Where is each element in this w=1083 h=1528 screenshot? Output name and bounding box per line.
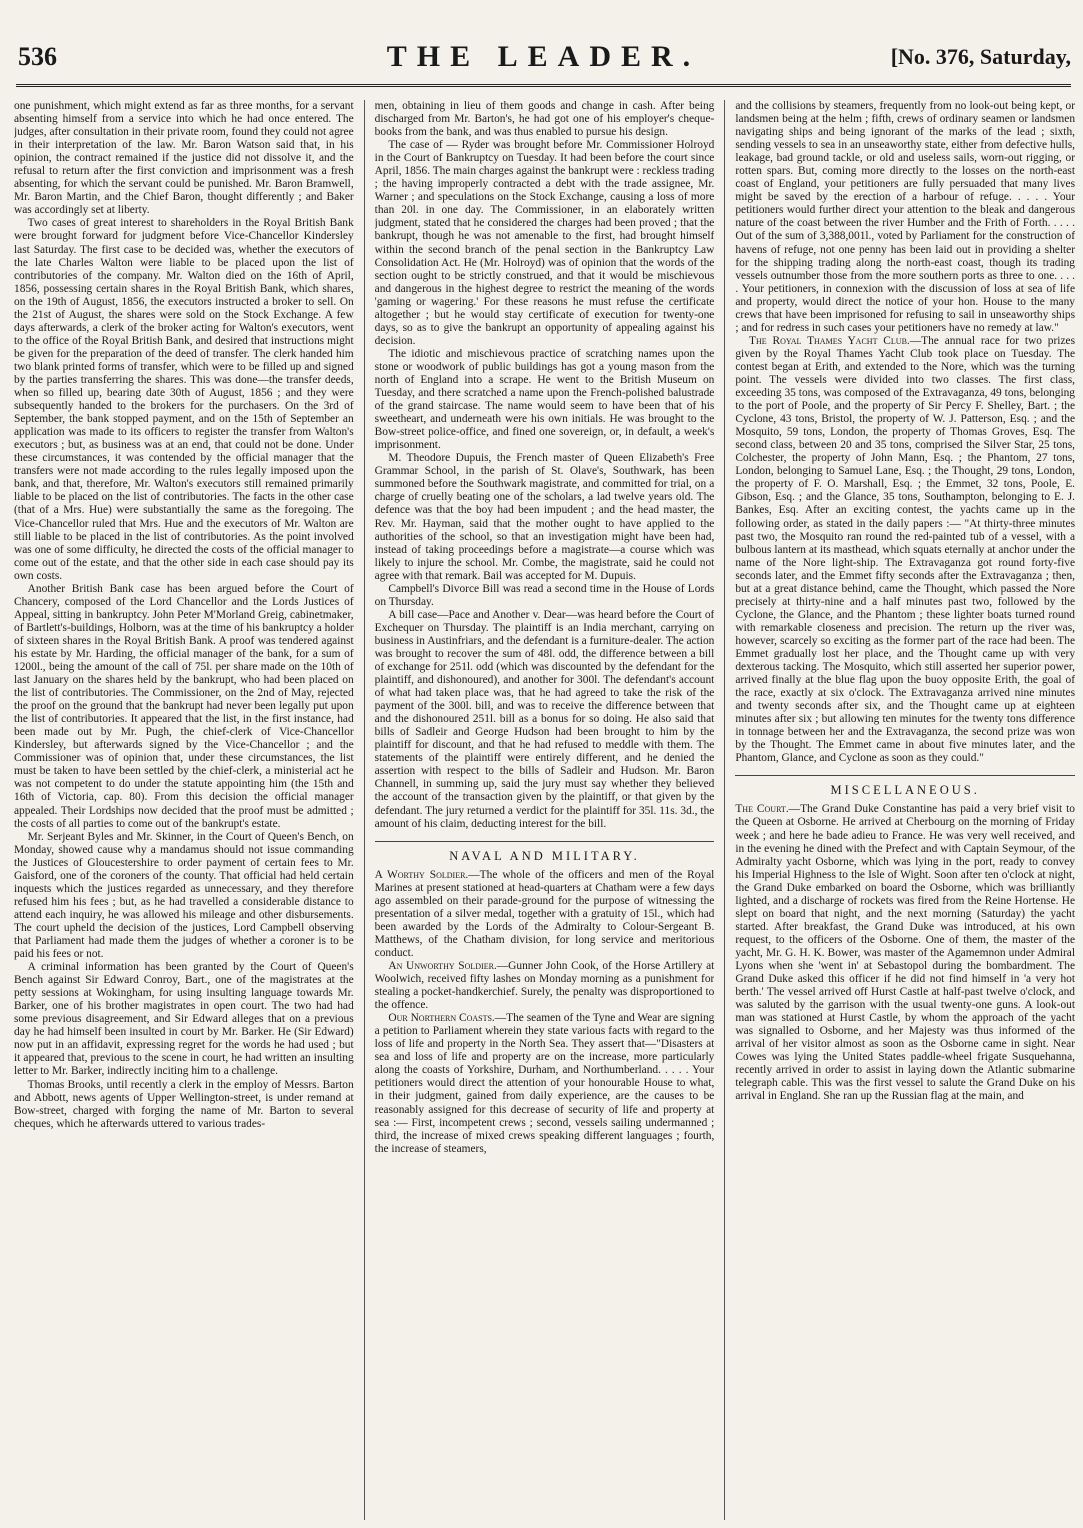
column-3 <box>735 100 1075 1520</box>
paragraph: M. Theodore Dupuis, the French master of Queen Elizabeth's Free Grammar School, in the parish of St. Olave's, Southwark, has been summoned before the Southwark magistrate, and committed for trial, on a charge of cruelly beating one of the scholars, a lad twelve years old. The defence was that the boy had been impudent ; and the head master, the Rev. Mr. Hayman, said that the mother ought to have applied to the authorities of the school, so that an investigation might have been had, instead of taking proceedings before a magistrate—a course which was likely to injure the school. Mr. Combe, the magistrate, said he could not agree with that remark. Bail was accepted for M. Dupuis. <box>374 452 715 582</box>
section-heading-naval: NAVAL AND MILITARY. <box>375 841 715 863</box>
paragraph: Two cases of great interest to shareholders in the Royal British Bank were brought forward for judgment before Vice-Chancellor Kindersley last Saturday. The first case to be decided was, whether the executors of the late Charles Walton were liable to be placed upon the list of contributories of the company. Mr. Walton died on the 16th of April, 1856, possessing certain shares in the Royal British Bank, which shares, on the 19th of August, 1856, the executors instructed a broker to sell. On the 21st of August, the shares were sold on the Stock Exchange. A few days afterwards, a clerk of the broker acting for Walton's executors, went to the office of the Royal British Bank, and desired that instructions might be given for the preparation of the deed of transfer. The clerk handed him two blank printed forms of transfer, which were to be filled up and signed by the parties transferring the shares. This was done—the transfer deeds, when so filled up, bearing date 30th of August, 1856 ; and they were subsequently handed to the brokers for the purchasers. On the 3rd of September, the bank stopped payment, and on the 15th of September an application was made to its officers to register the transfer from Walton's executors ; but, as business was at an end, that could not be done. Under these circumstances, it was contended by the official manager that the transfers were not made according to the rules legally imposed upon the bank, and that, therefore, Mr. Walton's executors still remained primarily liable to be placed on the list of contributories. The facts in the other case (that of a Mrs. Hue) were substantially the same as the foregoing. The Vice-Chancellor ruled that Mrs. Hue and the executors of Mr. Walton are still liable to be placed in the list of contributories. As the point involved was one of some difficulty, he directed the costs of the official manager to come out of the estate, and that the other side in each case should pay its own costs. <box>14 217 354 582</box>
paragraph-lead: The Court. <box>735 803 789 816</box>
paragraph: The case of — Ryder was brought before Mr. Commissioner Holroyd in the Court of Bankruptcy on Tuesday. It had been before the court since April, 1856. The main charges against the bankrupt were : reckless trading ; the having improperly contracted a debt with the trade assignee, Mr. Warner ; and speculations on the Stock Exchange, causing a loss of more than 20l. in one day. The Commissioner, in an elaborately written judgment, stated that he considered the charges had been proved ; that the bankrupt, though he was not amenable to the first, had brought himself within the second branch of the penal section in the Bankruptcy Law Consolidation Act. He (Mr. Holroyd) was of opinion that the words of the section ought to be strictly construed, and that it would be mischievous and dangerous in the highest degree to restrict the meaning of the words 'gaming or wagering.' For these reasons he must refuse the certificate altogether ; but he would stay certificate of execution for twenty-one days, so as to give the bankrupt an opportunity of appealing against his decision. <box>374 139 715 347</box>
paragraph <box>375 960 715 1012</box>
paragraph: A bill case—Pace and Another v. Dear—was heard before the Court of Exchequer on Thursday. The plaintiff is an India merchant, carrying on business in Austinfriars, and the defendant is a furniture-dealer. The action was brought to recover the sum of 48l. odd, the difference between a bill of exchange for 251l. odd (which was discounted by the defendant for the plaintiff, and dishonoured), and another for 300l. The defendant's account of what had taken place was, that he had agreed to take the risk of the payment of the 300l. bill, and was to receive the difference between that and the dishonoured 251l. bill as a bonus for so doing. He also said that bills of Sadleir and George Hudson had been brought to him by the plaintiff for discount, and that he had refused to meddle with them. The statements of the plaintiff were entirely different, and he denied the assertion with respect to the bills of Sadleir and Hudson. Mr. Baron Channell, in summing up, said the jury must say whether they believed the account of the transaction given by the plaintiff, or that given by the defendant. The jury returned a verdict for the plaintiff for 35l. 11s. 3d., the amount of his claim, deducting interest for the bill. <box>374 608 715 830</box>
paragraph: A criminal information has been granted by the Court of Queen's Bench against Sir Edward Conroy, Bart., one of the magistrates at the petty sessions at Wokingham, for using insulting language towards Mr. Barker, one of his brother magistrates in open court. The two had had some previous disagreement, and Sir Edward alleges that on a previous day he had himself been insulted in court by Mr. Barker. He (Sir Edward) now put in an affidavit, expressing regret for the words he had used ; but it appeared that, previous to the scene in court, he had written an insulting letter to Mr. Barker, indirectly inciting him to a challenge. <box>14 961 354 1078</box>
paragraph <box>375 869 715 960</box>
paragraph-body: —The Grand Duke Constantine has paid a very brief visit to the Queen at Osborne. He arrived at Cherbourg on the morning of Friday week ; and here he bade adieu to France. He was very well received, and in the evening he dined with the Prefect and with Captain Seymour, of the Admiralty yacht Osborne, which was lying in the port, ready to convey his Imperial Highness to the Isle of Wight. Soon after ten o'clock at night, the Grand Duke embarked on board the Osborne, which was brilliantly lighted, and a discharge of rockets was fired from the Reine Hortense. He slept on board that night, and the next morning (Saturday) the yacht started. After breakfast, the Grand Duke was introduced, at his own request, to the officers of the Osborne. One of them, the master of the yacht, Mr. G. H. K. Bower, was master of the Agamemnon under Admiral Lyons when she 'went in' at Sebastopol during the bombardment. The Grand Duke asked this officer if he did not find himself in 'a very hot berth.' The vessel arrived off Hurst Castle at half-past twelve o'clock, and was saluted by the garrison with the usual twenty-one guns. A look-out man was stationed at Hurst Castle, by whom the approach of the yacht was signalled to Osborne, and her Majesty was thus informed of the arrival of her visitor almost as soon as the Osborne came in sight. Near Cowes was lying the United States paddle-wheel frigate Susquehanna, recently arrived in order to assist in laying down the Atlantic submarine telegraph cable. This was the first vessel to salute the Grand Duke on his arrival in England. She ran up the Russian flag at the main, and <box>735 803 1076 1103</box>
column-rule <box>364 100 365 1520</box>
paragraph-body: —The annual race for two prizes given by the Royal Thames Yacht Club took place on Tuesday. The contest began at Erith, and extended to the Nore, which was the turning point. The vessels were divided into two classes. The first class, exceeding 35 tons, was composed of the Extravaganza, 49 tons, belonging to the port of Poole, and the property of Sir Percy F. Shelley, Bart. ; the Cyclone, 43 tons, Bristol, the property of W. J. Patterson, Esq. ; and the Mosquito, 59 tons, London, the property of Thomas Groves, Esq. The second class, between 20 and 35 tons, comprised the Silver Star, 25 tons, Colchester, the property of John Mann, Esq. ; the Phantom, 27 tons, London, belonging to Samuel Lane, Esq. ; the Thought, 29 tons, London, the property of F. O. Marshall, Esq. ; the Emmet, 32 tons, Poole, E. Gibson, Esq. ; and the Glance, 35 tons, Southampton, belonging to E. J. Bankes, Esq. After an exciting contest, the yachts came up in the following order, as stated in the daily papers :— "At thirty-three minutes past two, the Mosquito ran round the red-painted tub of a vessel, with a bulbous lantern at its masthead, which squats eternally at anchor under the name of the Nore light-ship. The Extravaganza got round forty-five seconds later, and the Emmet fifty seconds after the Extravaganza ; then, but at a great distance behind, came the Thought, which passed the Nore precisely at thirty-nine and a half minutes past two, followed by the Cyclone, the Glance, and the Phantom ; these lighter boats turned round with remarkable closeness and precision. The return up the river was, however, scarcely so exciting as the former part of the race had been. The Emmet gradually lost her place, and the Thought came up with very dexterous tacking. The Mosquito, which still asserted her superior power, arrived finally at the blue flag upon the buoy opposite Erith, the goal of the race, exactly at six o'clock. The Extravaganza arrived nine minutes and twenty seconds after six, and the Thought came up at eighteen minutes after six ; but allowing ten minutes for the twenty tons difference in tonnage between her and the Extravaganza, the second prize was won by the Thought. The Emmet came in about five minutes later, and the Phantom, Glance, and Cyclone as soon as they could." <box>735 334 1076 765</box>
paragraph <box>375 1012 715 1156</box>
page-number: 536 <box>18 42 57 71</box>
paragraph-lead: The Royal Thames Yacht Club. <box>749 334 910 347</box>
column-2 <box>375 100 715 1520</box>
masthead <box>16 40 1071 87</box>
paragraph: The idiotic and mischievous practice of scratching names upon the stone or woodwork of public buildings has got a young mason from the north of England into a scrape. He went to the British Museum on Tuesday, and there scratched a name upon the French-polished balustrade of the grand staircase. The name would seem to have been that of his sweetheart, and underneath were his own initials. He was brought to the Bow-street police-office, and fined one sovereign, or, in default, a week's imprisonment. <box>374 347 715 452</box>
paragraph: and the collisions by steamers, frequently from no look-out being kept, or landsmen being at the helm ; fifth, crews of ordinary seamen or landsmen navigating ships and being ignorant of the marks of the lead ; sixth, sending vessels to sea in an unseaworthy state, either from defective hulls, leakage, bad ground tackle, or old and useless sails, worn-out rigging, or rotten spars. But, coming more directly to the losses on the north-east coast of England, your petitioners are fully persuaded that many lives might be saved by the erection of a harbour of refuge. . . . . Your petitioners would further direct your attention to the bleak and dangerous nature of the coast between the river Humber and the Frith of Forth. . . . . Out of the sum of 3,388,001l., voted by Parliament for the construction of havens of refuge, not one penny has been laid out in providing a shelter for the shipping trading along the north-east coast, though its trading vessels outnumber those from the more southern ports as three to one. . . . . Your petitioners, in connexion with the discussion of loss at sea of life and property, would direct the notice of your hon. House to the many crews that have been imprisoned for refusing to sail in unseaworthy ships ; and for redress in such cases your petitioners have no remedy at law." <box>735 100 1076 334</box>
paragraph-lead: An Unworthy Soldier. <box>388 960 497 972</box>
column-rule <box>724 100 725 1520</box>
paragraph-lead: Our Northern Coasts. <box>388 1012 495 1025</box>
paragraph-lead: A Worthy Soldier. <box>374 868 469 881</box>
paragraph-body: —The seamen of the Tyne and Wear are signing a petition to Parliament wherein they state various facts with regard to the loss of life and property in the North Sea. They assert that—"Disasters at sea and loss of life and property are on the increase, more particularly along the coasts of Yorkshire, Durham, and Northumberland. . . . . Your petitioners would direct the attention of your honourable House to what, in their judgment, gained from daily experience, are the causes to be reasonably assigned for this decrease of security of life and property at sea :— First, incompetent crews ; second, vessels sailing undermanned ; third, the increase of mixed crews speaking different languages ; fourth, the increase of steamers, <box>374 1012 715 1155</box>
paragraph <box>735 803 1075 1103</box>
paragraph-body: —Gunner John Cook, of the Horse Artillery at Woolwich, received fifty lashes on Monday morning as a punishment for stealing a pocket-handkerchief. Surely, the penalty was disproportioned to the offence. <box>374 960 715 1012</box>
paragraph: Mr. Serjeant Byles and Mr. Skinner, in the Court of Queen's Bench, on Monday, showed cause why a mandamus should not issue commanding the Justices of Gloucestershire to order payment of certain fees to Mr. Gaisford, one of the coroners of the county. That official had held certain inquests which the justices regarded as unnecessary, and they therefore refused him his fees ; but, as he had travelled a considerable distance to attend each inquiry, he was allowed his mileage and other disbursements. The court upheld the decision of the justices, Lord Campbell observing that Parliament had made them the judges of whether a coroner is to be paid his fees or not. <box>14 830 354 961</box>
article-columns <box>14 100 1075 1520</box>
issue-label: [No. 376, Saturday, <box>890 44 1071 69</box>
paragraph-body: —The whole of the officers and men of the Royal Marines at present stationed at head-quarters at Chatham were a few days ago assembled on their parade-ground for the purpose of witnessing the presentation of a silver medal, together with a gratuity of 15l., which had been awarded by the Lords of the Admiralty to Colour-Sergeant B. Matthews, of the Chatham division, for long service and meritorious conduct. <box>374 868 715 959</box>
column-1 <box>14 100 354 1520</box>
paragraph: one punishment, which might extend as far as three months, for a servant absenting himself from a service into which he had once entered. The judges, after consultation in their private room, found they could not agree in their interpretation of the law. Mr. Baron Watson said that, in his opinion, the contract remained if the justice did not dissolve it, and the refusal to return after the first conviction and imprisonment was a fresh absenting, for which the servant could be punished. Mr. Baron Bramwell, Mr. Baron Martin, and the Chief Baron, thought differently ; and Baker was accordingly set at liberty. <box>14 100 354 217</box>
paragraph <box>735 335 1075 766</box>
paragraph: Another British Bank case has been argued before the Court of Chancery, composed of the Lord Chancellor and the Lords Justices of Appeal, sitting in bankruptcy. John Peter M'Morland Greig, cabinetmaker, of Bartlett's-buildings, Holborn, was at the time of his bankruptcy a holder of sixteen shares in the Royal British Bank. A proof was tendered against his estate by Mr. Harding, the official manager of the bank, for a sum of 1200l., being the amount of the call of 75l. per share made on the 10th of last January on the shares held by the bankrupt, who had been placed on the list of contributories. The Commissioner, on the 2nd of May, rejected the proof on the ground that the bankrupt had never been legally put upon the list of contributories. It appeared that the list, in the first instance, had been made out by Mr. Pugh, the chief-clerk of Vice-Chancellor Kindersley, but afterwards signed by the Vice-Chancellor ; and the Commissioner was of opinion that, under these circumstances, the list must be taken to have been settled by the chief-clerk, a ministerial act he was not competent to do under the statute appointing him (the 15th and 16th of Victoria, cap. 80). From this decision the official manager appealed. Their Lordships now decided that the proof must be admitted ; the costs of all parties to come out of the bankrupt's estate. <box>14 582 354 830</box>
paragraph: Thomas Brooks, until recently a clerk in the employ of Messrs. Barton and Abbott, news agents of Upper Wellington-street, is under remand at Bow-street, charged with forging the name of Mr. Barton to several cheques, which he afterwards uttered to various trades- <box>14 1078 354 1130</box>
paragraph: men, obtaining in lieu of them goods and change in cash. After being discharged from Mr. Barton's, he had got one of his employer's cheque-books from the bank, and was thus enabled to pursue his design. <box>374 100 715 139</box>
section-heading-miscellaneous: MISCELLANEOUS. <box>735 775 1075 797</box>
newspaper-title: THE LEADER. <box>386 40 701 73</box>
paragraph: Campbell's Divorce Bill was read a second time in the House of Lords on Thursday. <box>374 582 715 608</box>
